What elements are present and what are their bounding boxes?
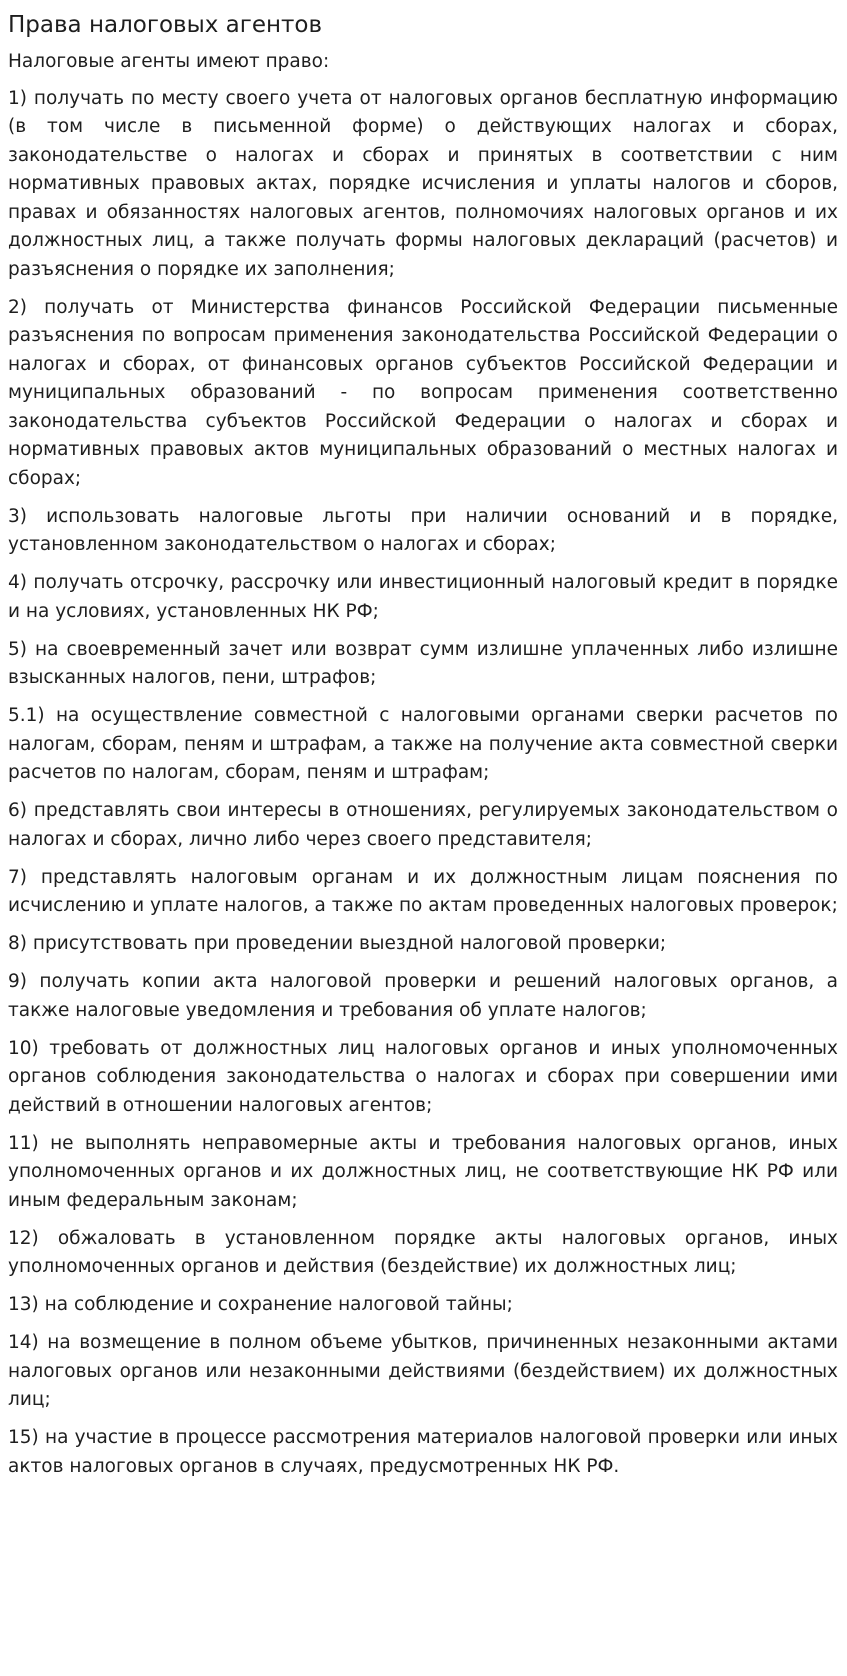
- list-item: 3) использовать налоговые льготы при наличии оснований и в порядке, установленном законодательством о налогах и сборах;: [8, 505, 838, 555]
- list-item: 1) получать по месту своего учета от налоговых органов бесплатную информацию (в том числе в письменной форме) о действующих налогах и сборах, законодательстве о налогах и сборах и принятых в соответствии с ним нормативных правовых актах, порядке исчисления и уплаты налогов и сборов, правах и обязанностях налоговых агентов, полномочиях налоговых органов и их должностных лиц, а также получать формы налоговых деклараций (расчетов) и разъяснения о порядке их заполнения;: [8, 87, 838, 280]
- list-item: 11) не выполнять неправомерные акты и требования налоговых органов, иных уполномоченных органов и их должностных лиц, не соответствующие НК РФ или иным федеральным законам;: [8, 1132, 838, 1211]
- list-item: 5) на своевременный зачет или возврат сумм излишне уплаченных либо излишне взысканных налогов, пени, штрафов;: [8, 638, 838, 688]
- list-item: 8) присутствовать при проведении выездной налоговой проверки;: [8, 933, 667, 954]
- list-item: 5.1) на осуществление совместной с налоговыми органами сверки расчетов по налогам, сборам, пеням и штрафам, а также на получение акта совместной сверки расчетов по налогам, сборам, пеням и штрафам;: [8, 705, 838, 783]
- list-item: 9) получать копии акта налоговой проверки и решений налоговых органов, а также налоговые уведомления и требования об уплате налогов;: [8, 971, 838, 1021]
- list-item: 14) на возмещение в полном объеме убытков, причиненных незаконными актами налоговых органов или незаконными действиями (бездействием) их должностных лиц;: [8, 1332, 838, 1410]
- list-item: 15) на участие в процессе рассмотрения материалов налоговой проверки или иных актов налоговых органов в случаях, предусмотренных НК РФ.: [8, 1427, 838, 1477]
- page-title: Права налоговых агентов: [8, 12, 323, 38]
- list-item: 10) требовать от должностных лиц налоговых органов и иных уполномоченных органов соблюдения законодательства о налогах и сборах при совершении ими действий в отношении налоговых агентов;: [8, 1037, 838, 1116]
- list-item: 4) получать отсрочку, рассрочку или инвестиционный налоговый кредит в порядке и на условиях, установленных НК РФ;: [8, 572, 838, 622]
- list-item: 2) получать от Министерства финансов Российской Федерации письменные разъяснения по вопросам применения законодательства Российской Федерации о налогах и сборах, от финансовых органов субъектов Российской Федерации и муниципальных образований - по вопросам применения соответственно законодательства субъектов Российской Федерации о налогах и сборах и нормативных правовых актов муниципальных образований о местных налогах и сборах;: [8, 296, 838, 489]
- list-item: 6) представлять свои интересы в отношениях, регулируемых законодательством о налогах и сборах, лично либо через своего представителя;: [8, 800, 838, 850]
- list-item: 12) обжаловать в установленном порядке акты налоговых органов, иных уполномоченных органов и действия (бездействие) их должностных лиц;: [8, 1227, 838, 1277]
- intro-text: Налоговые агенты имеют право:: [8, 51, 330, 72]
- list-item: 7) представлять налоговым органам и их должностным лицам пояснения по исчислению и уплате налогов, а также по актам проведенных налоговых проверок;: [8, 866, 838, 916]
- list-item: 13) на соблюдение и сохранение налоговой тайны;: [8, 1294, 513, 1315]
